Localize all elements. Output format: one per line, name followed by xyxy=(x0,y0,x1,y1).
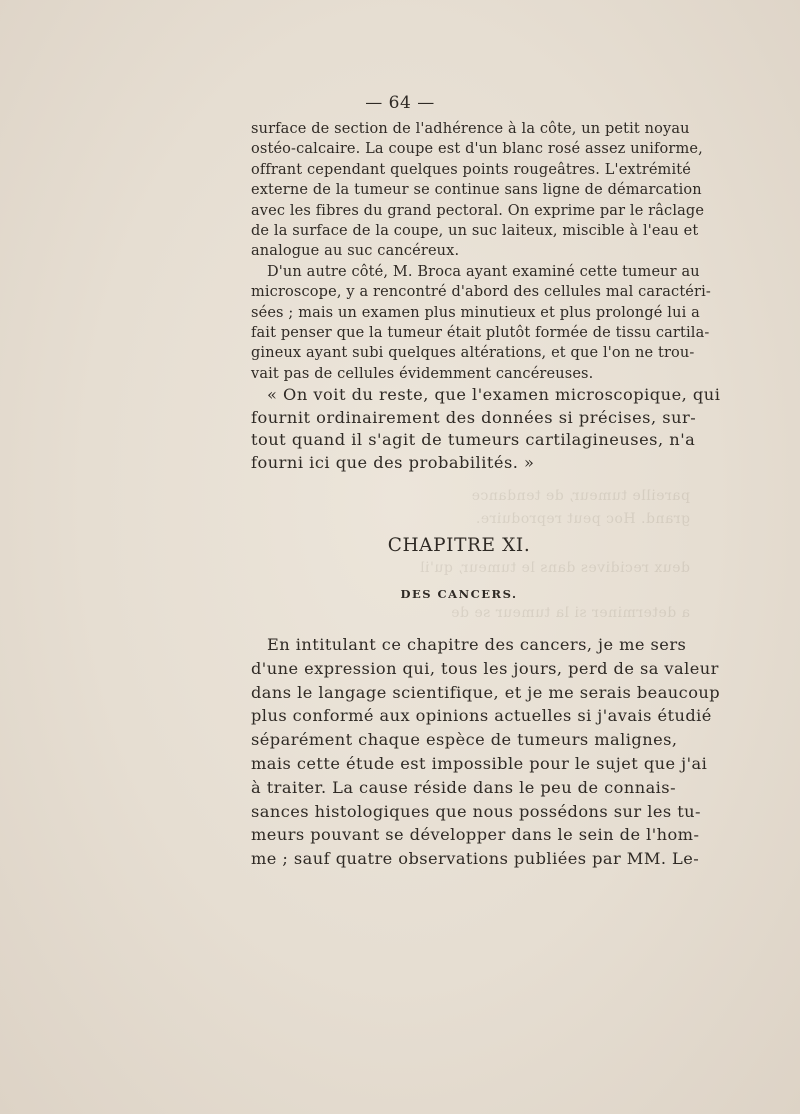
text-line: avec les fibres du grand pectoral. On exprime par le râclage xyxy=(251,202,705,219)
quote-paragraph xyxy=(251,384,721,474)
text-line: ostéo-calcaire. La coupe est d'un blanc rosé assez uniforme, xyxy=(251,141,703,158)
text-line: meurs pouvant se développer dans le sein de l'hom- xyxy=(251,825,700,845)
text-line: de la surface de la coupe, un suc laiteux, miscible à l'eau et xyxy=(251,223,699,240)
text-line: plus conformé aux opinions actuelles si j'avais étudié xyxy=(251,706,712,726)
text-line: surface de section de l'adhérence à la côte, un petit noyau xyxy=(251,121,690,137)
text-line: sances histologiques que nous possédons sur les tu- xyxy=(251,801,701,821)
text-line: « On voit du reste, que l'examen microscopique, qui xyxy=(267,385,721,404)
text-line: tout quand il s'agit de tumeurs cartilagineuses, n'a xyxy=(251,430,696,450)
text-line: D'un autre côté, M. Broca ayant examiné cette tumeur au xyxy=(267,263,700,280)
text-line: dans le langage scientifique, et je me serais beaucoup xyxy=(251,682,721,702)
chapter-subtitle: DES CANCERS. xyxy=(400,587,518,601)
text-line: séparément chaque espèce de tumeurs malignes, xyxy=(251,730,678,750)
text-line: sées ; mais un examen plus minutieux et plus prolongé lui a xyxy=(251,304,700,321)
text-line: En intitulant ce chapitre des cancers, je me sers xyxy=(267,635,687,654)
chapter-title: CHAPITRE XI. xyxy=(387,535,531,556)
text-line: vait pas de cellules évidemment cancéreuses. xyxy=(251,365,594,382)
text-line: fourni ici que des probabilités. » xyxy=(251,452,535,472)
show-through-text: grand. Hoc peut reproduire. xyxy=(475,511,690,527)
show-through-text: deux recidives dans le tumeur, qu'il xyxy=(419,560,690,576)
text-line: externe de la tumeur se continue sans ligne de démarcation xyxy=(251,182,702,199)
text-line: me ; sauf quatre observations publiées par MM. Le- xyxy=(251,849,700,869)
text-line: fait penser que la tumeur était plutôt formée de tissu cartila- xyxy=(251,325,710,342)
show-through-text: pareille tumeur, de tendance xyxy=(471,488,690,504)
text-line: analogue au suc cancéreux. xyxy=(251,243,460,260)
text-line: d'une expression qui, tous les jours, perd de sa valeur xyxy=(251,658,719,678)
text-line: mais cette étude est impossible pour le sujet que j'ai xyxy=(251,753,708,773)
paragraph-3 xyxy=(251,633,721,871)
text-line: microscope, y a rencontré d'abord des cellules mal caractéri- xyxy=(251,284,711,301)
show-through-text: a determiner si la tumeur se de xyxy=(450,605,690,621)
text-line: offrant cependant quelques points rougeâtres. L'extrémité xyxy=(251,161,691,178)
text-line: gineux ayant subi quelques altérations, et que l'on ne trou- xyxy=(251,345,695,362)
text-line: à traiter. La cause réside dans le peu de connais- xyxy=(251,777,676,797)
text-line: fournit ordinairement des données si précises, sur- xyxy=(251,407,697,427)
paragraph-1 xyxy=(251,119,711,384)
page-number: — 64 — xyxy=(365,93,435,113)
